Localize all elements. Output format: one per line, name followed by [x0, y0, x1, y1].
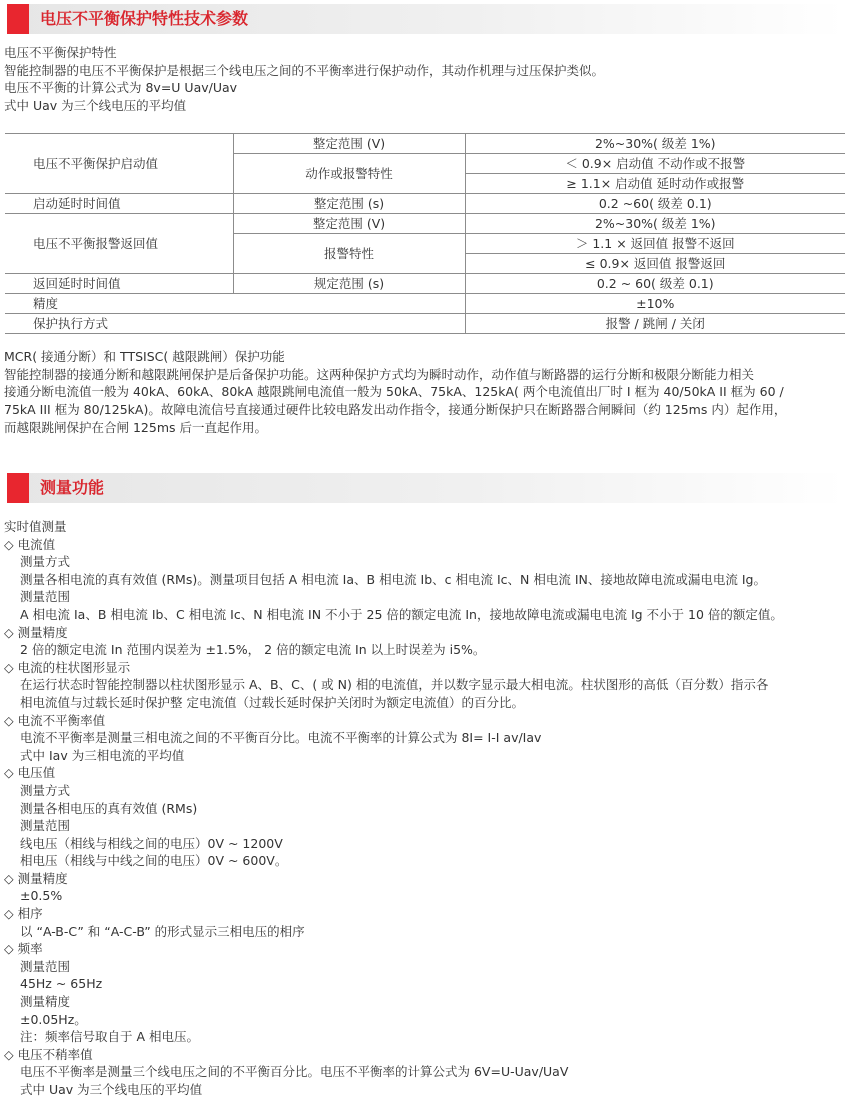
mcr-line: 而越限跳闸保护在合闸 125ms 后一直起作用。 — [4, 419, 267, 435]
intro-line: 式中 Uav 为三个线电压的平均值 — [4, 98, 187, 114]
measurement-line: ±0.5% — [20, 888, 63, 904]
intro-line: 电压不平衡的计算公式为 8v=U Uav/Uav — [4, 80, 238, 96]
measurement-line: 2 倍的额定电流 In 范围内误差为 ±1.5%， 2 倍的额定电流 In 以上时误差为 i5%。 — [20, 642, 486, 658]
startup-action-label: 动作或报警特性 — [233, 154, 465, 194]
section-title: 电压不平衡保护特性技术参数 — [40, 9, 249, 28]
measurement-line: 45Hz ~ 65Hz — [20, 976, 103, 992]
startup-delay-label: 启动延时时间值 — [5, 194, 233, 214]
measurement-list — [4, 518, 846, 1099]
measurement-line: 电压不平衡率是测量三个线电压之间的不平衡百分比。电压不平衡率的计算公式为 6V=U-Uav/UaV — [20, 1064, 569, 1080]
table-row — [5, 274, 845, 294]
measurement-line: 式中 Uav 为三个线电压的平均值 — [20, 1082, 203, 1097]
startup-range-label: 整定范围 (V) — [233, 134, 465, 154]
alarm-characteristic-1: ＞ 1.1 × 返回值 报警不返回 — [465, 234, 845, 254]
startup-range-value: 2%~30%( 级差 1%) — [465, 134, 845, 154]
accuracy-value: ±10% — [465, 294, 845, 314]
startup-action-2: ≥ 1.1× 启动值 延时动作或报警 — [465, 174, 845, 194]
intro-line: 智能控制器的电压不平衡保护是根据三个线电压之间的不平衡率进行保护动作，其动作机理与过压保护类似。 — [4, 62, 605, 78]
measurement-line: 以 “A-B-C” 和 “A-C-B” 的形式显示三相电压的相序 — [20, 923, 305, 939]
alarm-characteristic-2: ≤ 0.9× 返回值 报警返回 — [465, 254, 845, 274]
measurement-heading: ◇ 电压不稍率值 — [4, 1046, 93, 1062]
measurement-line: 相电流值与过载长延时保护整 定电流值（过载长延时保护关闭时为额定电流值）的百分比。 — [20, 694, 524, 710]
measurement-line: 测量方式 — [20, 554, 71, 570]
measurement-line: 线电压（相线与相线之间的电压）0V ~ 1200V — [20, 835, 283, 851]
measurement-line: 测量范围 — [20, 589, 71, 605]
section-header-measurement — [7, 473, 845, 503]
mcr-ttsisc-paragraph — [4, 348, 846, 436]
table-row — [5, 194, 845, 214]
startup-action-1: ＜ 0.9× 启动值 不动作或不报警 — [465, 154, 845, 174]
alarm-return-range-value: 2%~30%( 级差 1%) — [465, 214, 845, 234]
table-row — [5, 214, 845, 234]
accuracy-label: 精度 — [5, 294, 465, 314]
mcr-line: MCR( 接通分断）和 TTSISC( 越限跳闸）保护功能 — [4, 349, 285, 364]
measurement-heading: 实时值测量 — [4, 519, 67, 534]
intro-line: 电压不平衡保护特性 — [4, 45, 117, 60]
section-title: 测量功能 — [40, 478, 105, 497]
mcr-line: 75kA III 框为 80/125kA)。故障电流信号直接通过硬件比较电路发出动作指令，接通分断保护只在断路器合闸瞬间（约 125ms 内）起作用， — [4, 402, 787, 418]
alarm-characteristic-label: 报警特性 — [233, 234, 465, 274]
measurement-line: 测量范围 — [20, 818, 71, 834]
return-delay-label: 返回延时时间值 — [5, 274, 233, 294]
measurement-heading: ◇ 电流不平衡率值 — [4, 712, 106, 728]
measurement-heading: ◇ 频率 — [4, 941, 43, 957]
return-delay-range-value: 0.2 ~ 60( 级差 0.1) — [465, 274, 845, 294]
startup-delay-range-value: 0.2 ~60( 级差 0.1) — [465, 194, 845, 214]
alarm-return-range-label: 整定范围 (V) — [233, 214, 465, 234]
measurement-line: 电流不平衡率是测量三相电流之间的不平衡百分比。电流不平衡率的计算公式为 8I= I-I av/Iav — [20, 730, 542, 746]
section-marker-icon — [7, 4, 29, 34]
voltage-unbalance-intro — [4, 44, 846, 115]
measurement-line: 测量各相电流的真有效值 (RMs)。测量项目包括 A 相电流 Ia、B 相电流 Ib、c 相电流 Ic、N 相电流 IN、接地故障电流或漏电电流 Ig。 — [20, 571, 766, 587]
measurement-line: 式中 Iav 为三相电流的平均值 — [20, 747, 185, 763]
measurement-line: 测量各相电压的真有效值 (RMs) — [20, 800, 198, 816]
measurement-line: ±0.05Hz。 — [20, 1011, 87, 1027]
section-header-voltage-unbalance — [7, 4, 845, 34]
mcr-line: 智能控制器的接通分断和越限跳闸保护是后备保护功能。这两种保护方式均为瞬时动作，动作值与断路器的运行分断和极限分断能力相关 — [4, 366, 755, 382]
measurement-heading: ◇ 电流值 — [4, 536, 56, 552]
measurement-heading: ◇ 测量精度 — [4, 624, 68, 640]
measurement-line: 测量精度 — [20, 994, 71, 1010]
alarm-return-label: 电压不平衡报警返回值 — [5, 214, 233, 274]
table-row — [5, 314, 845, 334]
measurement-line: 测量范围 — [20, 958, 71, 974]
measurement-line: A 相电流 Ia、B 相电流 Ib、C 相电流 Ic、N 相电流 IN 不小于 25 倍的额定电流 In，接地故障电流或漏电电流 Ig 不小于 10 倍的额定值。 — [20, 606, 783, 622]
measurement-heading: ◇ 电压值 — [4, 765, 56, 781]
voltage-unbalance-spec-table — [5, 133, 845, 334]
execution-mode-label: 保护执行方式 — [5, 314, 465, 334]
measurement-line: 相电压（相线与中线之间的电压）0V ~ 600V。 — [20, 853, 288, 869]
startup-delay-range-label: 整定范围 (s) — [233, 194, 465, 214]
table-row — [5, 294, 845, 314]
execution-mode-value: 报警 / 跳闸 / 关闭 — [465, 314, 845, 334]
measurement-heading: ◇ 电流的柱状图形显示 — [4, 659, 131, 675]
measurement-line: 在运行状态时智能控制器以柱状图形显示 A、B、C、( 或 N) 相的电流值，并以数字显示最大相电流。柱状图形的高低（百分数）指示各 — [20, 677, 769, 693]
startup-label: 电压不平衡保护启动值 — [5, 134, 233, 194]
measurement-line: 注：频率信号取自于 A 相电压。 — [20, 1029, 199, 1045]
measurement-heading: ◇ 相序 — [4, 906, 43, 922]
return-delay-range-label: 规定范围 (s) — [233, 274, 465, 294]
section-marker-icon — [7, 473, 29, 503]
mcr-line: 接通分断电流值一般为 40kA、60kA、80kA 越限跳闸电流值一般为 50kA、75kA、125kA( 两个电流值出厂时 I 框为 40/50kA II 框为 60 / — [4, 384, 784, 400]
measurement-heading: ◇ 测量精度 — [4, 870, 68, 886]
table-row — [5, 134, 845, 154]
measurement-line: 测量方式 — [20, 782, 71, 798]
